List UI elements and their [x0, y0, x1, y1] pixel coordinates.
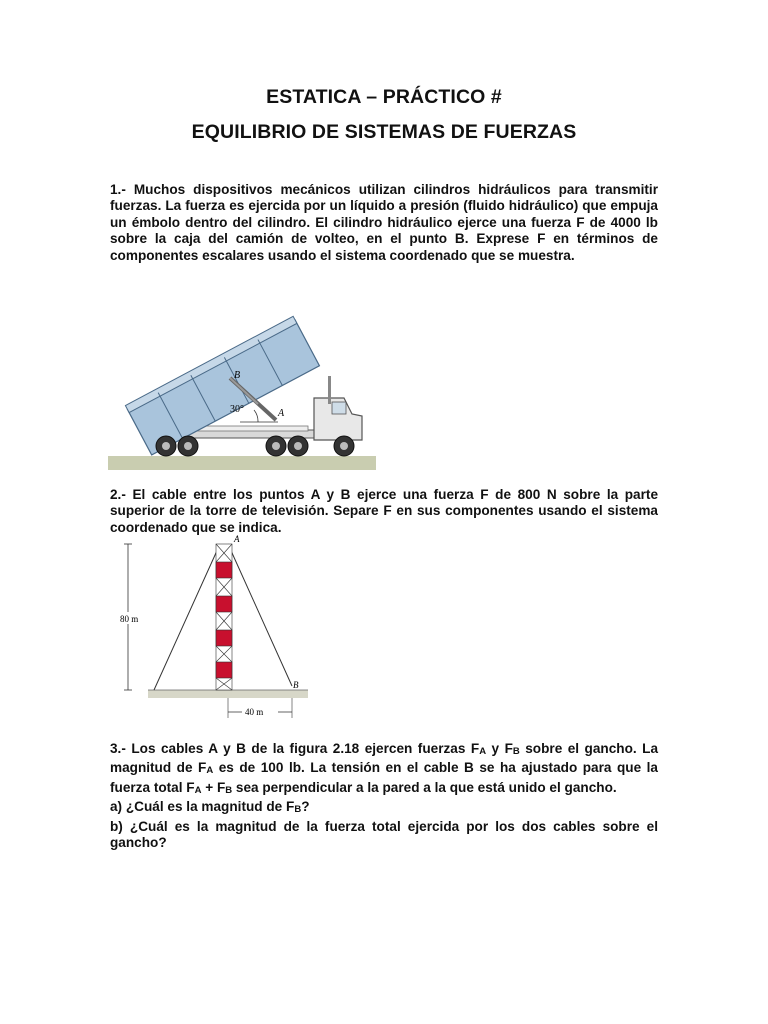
problem-1-text: 1.- Muchos dispositivos mecánicos utilizan cilindros hidráulicos para transmitir fuerzas. La fuerza es ejercida por un líquido a presión (fluido hidráulico) que empuja un émbolo dentro del cilindro. El cilindro hidráulico ejerce una fuerza F de 4000 lb sobre la caja del camión de volteo, en el punto B. Exprese F en términos de componentes escalares usando el sistema coordenado que se muestra.: [110, 182, 658, 263]
problem-3-statement: 3.- Los cables A y B de la figura 2.18 ejercen fuerzas $F_A$ y $F_B$ sobre el gancho. La magnitud de $F_A$ es de 100 lb. La tensión en el cable B se ha ajustado para que la fuerza total $F_A + F_B$ sea perpendicular a la pared a la que está unido el gancho.: [110, 741, 659, 796]
point-b-label: B: [293, 680, 299, 690]
left-cable: [154, 544, 220, 690]
problem-3-text: [110, 741, 658, 851]
dump-truck-figure: [108, 298, 376, 474]
dump-truck-drawing: [108, 298, 376, 474]
ground-strip: [148, 690, 308, 698]
angle-label: 30°: [230, 404, 244, 415]
problem-2-text: 2.- El cable entre los puntos A y B ejerce una fuerza F de 800 N sobre la parte superior de la torre de televisión. Separe F en sus componentes usando el sistema coordenado que se indica.: [110, 487, 658, 535]
cable-ab: [228, 544, 292, 686]
question-b: b) ¿Cuál es la magnitud de la fuerza total ejercida por los dos cables sobre el gancho?: [110, 818, 658, 851]
point-b-label: B: [234, 370, 241, 381]
point-a-label: A: [234, 534, 240, 544]
page-subtitle: EQUILIBRIO DE SISTEMAS DE FUERZAS: [191, 121, 577, 143]
point-a-label: A: [278, 408, 285, 419]
ground-strip: [108, 456, 376, 470]
page-title: ESTATICA – PRÁCTICO #: [266, 86, 502, 108]
tv-tower-drawing: [108, 534, 308, 722]
tower: [216, 544, 232, 690]
height-label: 80 m: [120, 614, 139, 624]
tv-tower-figure: [108, 534, 308, 722]
distance-label: 40 m: [245, 707, 264, 717]
question-a: a) ¿Cuál es la magnitud de $F_B$?: [110, 799, 310, 816]
